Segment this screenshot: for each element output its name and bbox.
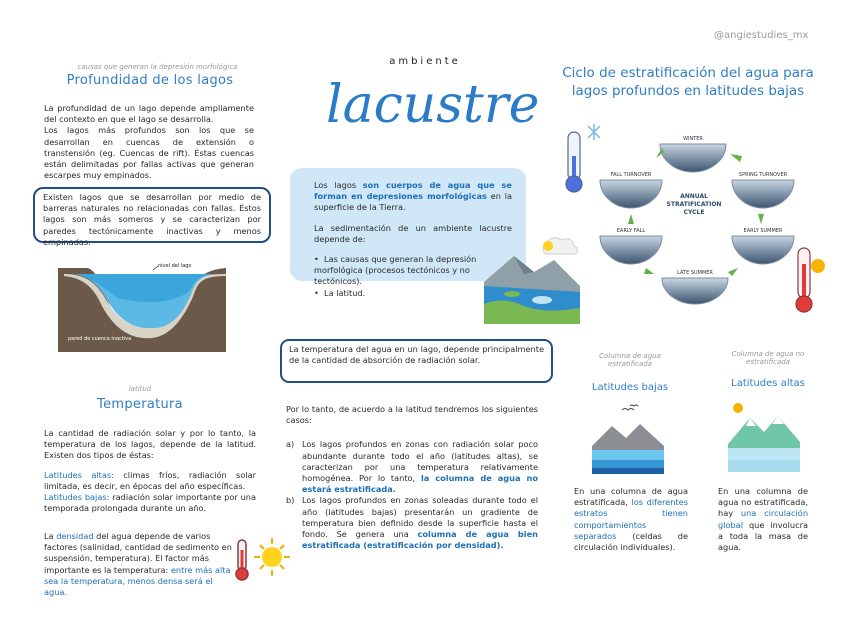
high-latitude-illustration [728,400,800,472]
cycle-heading: Ciclo de estratificación del agua para lagos profundos en latitudes bajas [562,65,814,99]
watermark: @angiestudies_mx [714,30,809,41]
stage-late-summer: LATE SUMMER [677,270,713,276]
stage-fall: FALL TURNOVER [610,172,652,178]
intro-li1: • Las causas que generan la depresión morfológica (procesos tectónicos y no tectónicos). [314,254,477,287]
cases-intro: Por lo tanto, de acuerdo a la latitud tendremos los siguientes casos: [286,404,538,426]
case-b-bold: columna de agua bien estratificada (estratificación por densidad). [302,529,538,551]
col-low-t2: los diferentes estratos tienen comportamientos separados [574,497,688,541]
intro-li1-text: Las causas que generan la depresión morfológica (procesos tectónicos y no tectónicos). [314,254,477,287]
case-b [286,495,538,551]
stage-winter: WINTER [683,136,703,142]
temperatura-box [280,339,553,383]
densidad-b: del agua depende de varios factores (salinidad, cantidad de sedimento en suspensión, temperatura). El factor más importante es la temperatura: [44,531,232,575]
low-latitude-illustration [592,402,664,474]
stage-early-summer: EARLY SUMMER [743,228,783,234]
temperatura-heading: Temperatura [97,397,183,412]
label-nivel: nivel del lago [158,263,192,269]
latitudes-altas-text: climas fríos, radiación solar limitada, es decir, en épocas del año específicas. [44,469,256,491]
temperatura-box-text: La temperatura del agua en un lago, depende principalmente de la cantidad de absorción de radiación solar. [289,344,544,366]
col-high-t2: una circulación global [718,508,809,530]
profundidad-text [44,103,254,181]
intro-li2-text: La latitud. [324,287,366,298]
label-pared: pared de cuenca inactiva [68,336,132,342]
cycle-center-1: ANNUAL [680,193,708,200]
temperatura-p1: La cantidad de radiación solar y por lo tanto, la temperatura de los lagos, depende de la latitud. Existen dos tipos de éstas: [44,428,256,461]
densidad-word: densidad [56,531,94,541]
cases-text [286,404,538,551]
cycle-center-3: CYCLE [683,209,705,216]
profundidad-p2: Los lagos más profundos son los que se desarrollan en cuencas de extensión o transtensión (eg. Cuencas de rift). Éstas cuencas están delimitadas por fallas activas que generan escarpes muy empinados. [44,125,254,181]
densidad-c: entre más alta sea la temperatura, menos densa será el agua. [44,564,231,598]
col-high-heading: Latitudes altas [731,378,805,389]
case-a [286,439,538,495]
case-a-marker: a) [286,439,295,450]
intro-li2: • La latitud. [314,287,366,298]
thermometer-sun-icon [230,532,290,584]
profundidad-p1: La profundidad de un lago depende ampliamente del contexto en que el lago se desarrolla. [44,103,254,125]
col-low-caption: Columna de agua estratificada [599,352,661,368]
barreras-box [33,187,271,247]
col-low-text [574,486,688,553]
temperatura-caption: latitud [128,385,152,393]
intro-a: Los lagos [314,180,363,190]
col-high-text [718,486,808,553]
title-top: ambiente [389,56,461,67]
temperatura-text [44,428,256,514]
latitudes-bajas-label: Latitudes bajas: [44,492,110,503]
intro-text [314,180,512,299]
latitudes-bajas-text: radiación solar importante por una temporada prolongada durante un año. [44,492,256,514]
stage-early-fall: EARLY FALL [616,228,646,234]
densidad-text [44,531,234,598]
col-high-t1: En una columna de agua no estratificada, hay [718,486,808,519]
intro-b: son cuerpos de agua que se forman en depresiones morfológicas [314,180,512,202]
latitudes-altas-label: Latitudes altas: [44,469,114,480]
case-a-bold: la columna de agua no estará estratificada. [302,473,538,495]
col-low-t3: (celdas de circulación individuales). [574,530,688,553]
col-low-t1: En una columna de agua estratificada, [574,486,688,508]
case-b-marker: b) [286,495,295,506]
case-a-text: Los lagos profundos en zonas con radiación solar poco abundante durante todo el año (latitudes altas), se caracterizan por una temperatura relativamente homogénea. Por lo tanto, [302,439,538,484]
col-high-caption: Columna de agua no estratificada [731,350,805,366]
title-main: lacustre [326,75,540,135]
col-low-heading: Latitudes bajas [591,382,669,393]
cycle-center-2: STRATIFICATION [666,201,722,208]
stratification-cycle-diagram [562,118,834,318]
barreras-text: Existen lagos que se desarrollan por medio de barreras naturales no relacionadas con fallas. Éstos lagos son más someros y se caracterizan por paredes tectónicamente inactivas y menos empinadas. [43,192,261,247]
profundidad-heading: Profundidad de los lagos [66,73,234,88]
case-b-text: Los lagos profundos en zonas soleadas durante todo el año (latitudes bajas) presentarán un gradiente de temperatura bien definido desde la superficie hasta el fondo. Se genera una [302,495,538,540]
profundidad-caption: causas que generan la depresión morfológica [77,63,238,71]
intro-c: en la superficie de la Tierra. [314,191,512,213]
intro-p2: La sedimentación de un ambiente lacustre depende de: [314,222,512,244]
col-high-t3: que involucra a toda la masa de agua. [718,519,808,553]
stage-spring: SPRING TURNOVER [738,172,788,178]
densidad-a: La [44,531,57,541]
